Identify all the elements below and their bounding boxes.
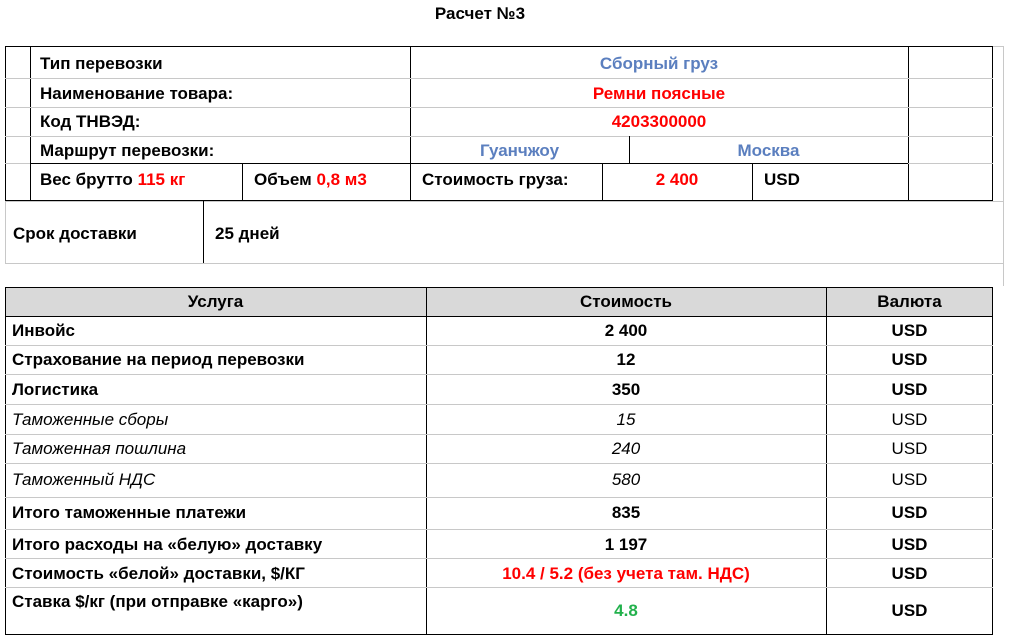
route-label: Маршрут перевозки: xyxy=(40,141,215,160)
row-cost: 350 xyxy=(611,380,641,399)
row-cost: 2 400 xyxy=(604,321,648,340)
header-currency: Валюта xyxy=(877,292,942,311)
cost-value: 2 400 xyxy=(655,170,699,189)
page-title: Расчет №3 xyxy=(434,4,526,23)
row-service: Таможенная пошлина xyxy=(12,439,187,458)
row-cost: 12 xyxy=(616,350,636,369)
product-label: Наименование товара: xyxy=(40,84,234,103)
row-cost: 240 xyxy=(611,439,641,458)
row-currency: USD xyxy=(891,601,928,620)
row-currency: USD xyxy=(891,439,928,458)
product-value: Ремни поясные xyxy=(592,84,726,103)
row-currency: USD xyxy=(891,470,928,489)
row-cost: 15 xyxy=(616,410,636,429)
row-service: Итого расходы на «белую» доставку xyxy=(12,535,323,554)
weight-cell xyxy=(40,171,185,188)
volume-cell xyxy=(254,171,367,188)
route-from: Гуанчжоу xyxy=(479,141,560,160)
volume-value: 0,8 м3 xyxy=(316,170,367,189)
code-value: 4203300000 xyxy=(611,112,707,131)
header-service: Услуга xyxy=(187,292,244,311)
weight-label: Вес брутто xyxy=(40,170,133,189)
row-service: Логистика xyxy=(12,380,99,399)
row-service: Стоимость «белой» доставки, $/КГ xyxy=(12,564,305,583)
row-currency: USD xyxy=(891,503,928,522)
volume-label: Объем xyxy=(254,170,312,189)
route-to: Москва xyxy=(737,141,800,160)
row-currency: USD xyxy=(891,564,928,583)
row-service: Итого таможенные платежи xyxy=(12,503,247,522)
row-currency: USD xyxy=(891,380,928,399)
weight-value: 115 кг xyxy=(137,170,186,189)
delivery-label: Срок доставки xyxy=(13,224,137,243)
row-currency: USD xyxy=(891,321,928,340)
row-service: Таможенный НДС xyxy=(12,470,156,489)
row-cost: 10.4 / 5.2 (без учета там. НДС) xyxy=(502,564,750,583)
row-service: Таможенные сборы xyxy=(12,410,169,429)
row-currency: USD xyxy=(891,350,928,369)
row-currency: USD xyxy=(891,535,928,554)
header-cost: Стоимость xyxy=(580,292,672,311)
row-currency: USD xyxy=(891,410,928,429)
code-label: Код ТНВЭД: xyxy=(40,112,141,131)
row-cost: 835 xyxy=(611,503,641,522)
transport-type-value: Сборный груз xyxy=(599,54,719,73)
row-cost: 4.8 xyxy=(614,601,638,620)
cost-label: Стоимость груза: xyxy=(422,170,569,189)
row-service: Страхование на период перевозки xyxy=(12,350,305,369)
row-service: Ставка $/кг (при отправке «карго») xyxy=(12,592,303,611)
row-cost: 1 197 xyxy=(604,535,648,554)
transport-type-label: Тип перевозки xyxy=(40,54,163,73)
row-cost: 580 xyxy=(611,470,641,489)
delivery-value: 25 дней xyxy=(215,224,280,243)
cost-currency: USD xyxy=(764,170,800,189)
row-service: Инвойс xyxy=(12,321,76,340)
